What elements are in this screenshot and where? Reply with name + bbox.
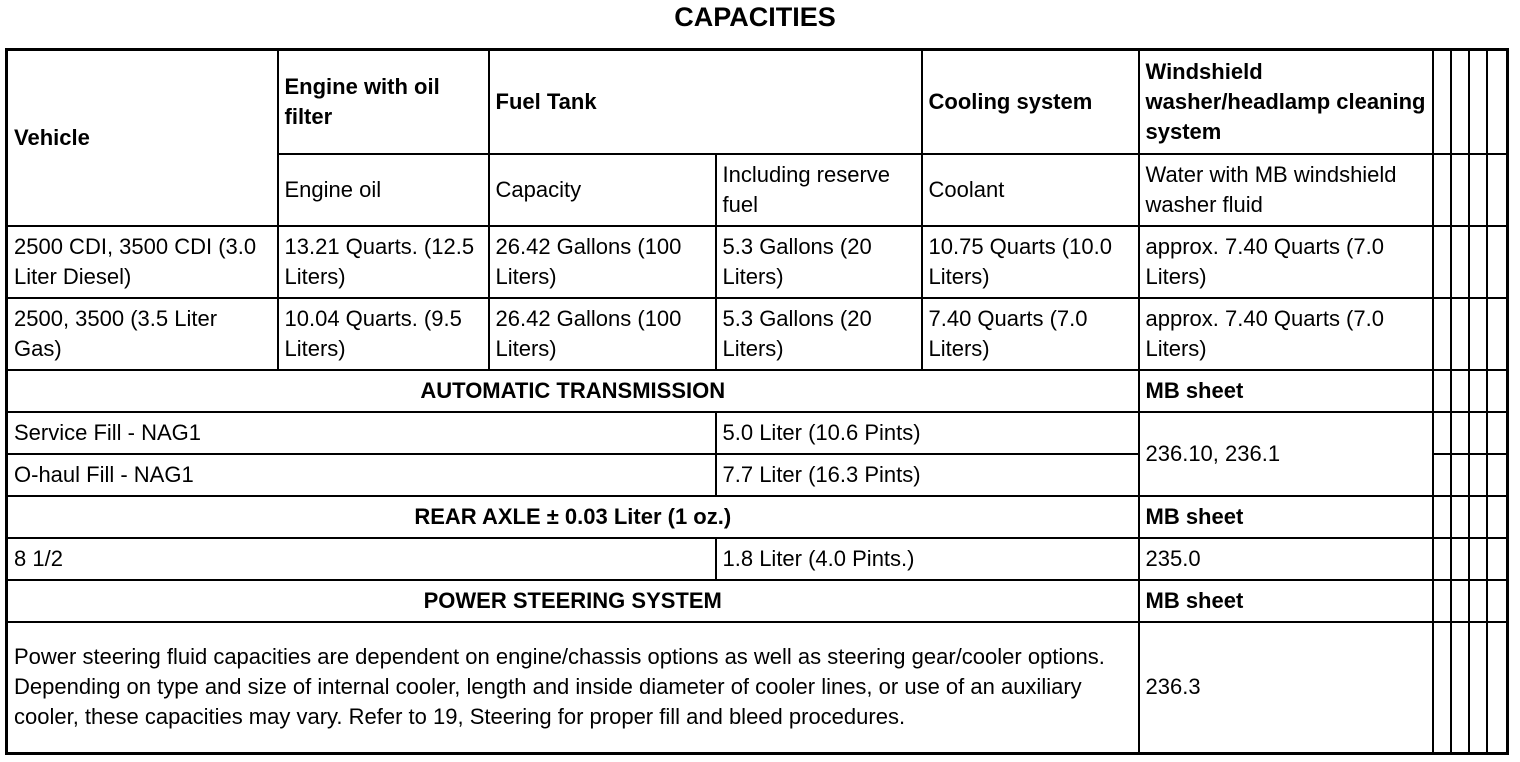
table-row bbox=[7, 538, 1508, 580]
margin-cell bbox=[1487, 622, 1508, 754]
margin-cell bbox=[1451, 298, 1469, 370]
margin-cell bbox=[1433, 622, 1451, 754]
cell-reserve: 5.3 Gallons (20 Liters) bbox=[716, 226, 922, 298]
margin-cell bbox=[1469, 412, 1487, 454]
margin-cell bbox=[1487, 538, 1508, 580]
capacities-table bbox=[5, 48, 1509, 755]
margin-cell bbox=[1433, 226, 1451, 298]
margin-cell bbox=[1433, 154, 1451, 226]
margin-cell bbox=[1487, 298, 1508, 370]
cell-reserve: 5.3 Gallons (20 Liters) bbox=[716, 298, 922, 370]
ohaul-fill-value: 7.7 Liter (16.3 Pints) bbox=[716, 454, 1139, 496]
header-reserve: Including reserve fuel bbox=[716, 154, 922, 226]
margin-cell bbox=[1469, 454, 1487, 496]
margin-cell bbox=[1469, 496, 1487, 538]
page-title: CAPACITIES bbox=[674, 2, 836, 32]
cell-vehicle: 2500 CDI, 3500 CDI (3.0 Liter Diesel) bbox=[7, 226, 278, 298]
rear-axle-mb-sheet: MB sheet bbox=[1139, 496, 1433, 538]
margin-cell bbox=[1469, 226, 1487, 298]
cell-coolant: 7.40 Quarts (7.0 Liters) bbox=[922, 298, 1139, 370]
table-row bbox=[7, 226, 1508, 298]
header-row-1 bbox=[7, 50, 1508, 154]
cell-coolant: 10.75 Quarts (10.0 Liters) bbox=[922, 226, 1139, 298]
margin-cell bbox=[1433, 538, 1451, 580]
cell-vehicle: 2500, 3500 (3.5 Liter Gas) bbox=[7, 298, 278, 370]
margin-cell bbox=[1451, 538, 1469, 580]
margin-cell bbox=[1469, 538, 1487, 580]
header-washer: Windshield washer/headlamp cleaning system bbox=[1139, 50, 1433, 154]
margin-cell bbox=[1433, 370, 1451, 412]
auto-trans-heading: AUTOMATIC TRANSMISSION bbox=[7, 370, 1139, 412]
margin-cell bbox=[1433, 580, 1451, 622]
service-fill-value: 5.0 Liter (10.6 Pints) bbox=[716, 412, 1139, 454]
table-row bbox=[7, 622, 1508, 754]
rear-axle-heading-row bbox=[7, 496, 1508, 538]
power-steering-note: Power steering fluid capacities are dependent on engine/chassis options as well as steering gear/cooler options. Depending on type and size of internal cooler, length and inside diameter of cooler lines, or use of an auxiliary cooler, these capacities may vary. Refer to 19, Steering for proper fill and bleed procedures. bbox=[7, 622, 1139, 754]
margin-cell bbox=[1469, 50, 1487, 154]
header-water: Water with MB windshield washer fluid bbox=[1139, 154, 1433, 226]
margin-cell bbox=[1487, 412, 1508, 454]
margin-cell bbox=[1433, 412, 1451, 454]
margin-cell bbox=[1451, 226, 1469, 298]
power-steering-heading-row bbox=[7, 580, 1508, 622]
power-steering-heading: POWER STEERING SYSTEM bbox=[7, 580, 1139, 622]
margin-cell bbox=[1487, 370, 1508, 412]
margin-cell bbox=[1487, 50, 1508, 154]
margin-cell bbox=[1469, 298, 1487, 370]
cell-washer: approx. 7.40 Quarts (7.0 Liters) bbox=[1139, 298, 1433, 370]
cell-engine-oil: 10.04 Quarts. (9.5 Liters) bbox=[278, 298, 489, 370]
margin-cell bbox=[1469, 580, 1487, 622]
rear-axle-heading: REAR AXLE ± 0.03 Liter (1 oz.) bbox=[7, 496, 1139, 538]
cell-washer: approx. 7.40 Quarts (7.0 Liters) bbox=[1139, 226, 1433, 298]
header-coolant: Coolant bbox=[922, 154, 1139, 226]
margin-cell bbox=[1451, 412, 1469, 454]
margin-cell bbox=[1469, 622, 1487, 754]
margin-cell bbox=[1451, 496, 1469, 538]
margin-cell bbox=[1451, 50, 1469, 154]
margin-cell bbox=[1451, 622, 1469, 754]
cell-capacity: 26.42 Gallons (100 Liters) bbox=[489, 298, 716, 370]
table-row bbox=[7, 412, 1508, 454]
header-vehicle: Vehicle bbox=[7, 50, 278, 226]
rear-axle-value: 1.8 Liter (4.0 Pints.) bbox=[716, 538, 1139, 580]
rear-axle-label: 8 1/2 bbox=[7, 538, 716, 580]
margin-cell bbox=[1487, 454, 1508, 496]
auto-trans-mb-sheet: MB sheet bbox=[1139, 370, 1433, 412]
auto-trans-heading-row bbox=[7, 370, 1508, 412]
header-cooling: Cooling system bbox=[922, 50, 1139, 154]
header-engine: Engine with oil filter bbox=[278, 50, 489, 154]
cell-capacity: 26.42 Gallons (100 Liters) bbox=[489, 226, 716, 298]
service-fill-label: Service Fill - NAG1 bbox=[7, 412, 716, 454]
margin-cell bbox=[1487, 226, 1508, 298]
margin-cell bbox=[1433, 496, 1451, 538]
margin-cell bbox=[1433, 454, 1451, 496]
power-steering-mb-sheet: MB sheet bbox=[1139, 580, 1433, 622]
auto-trans-sheet-value: 236.10, 236.1 bbox=[1139, 412, 1433, 496]
margin-cell bbox=[1487, 580, 1508, 622]
margin-cell bbox=[1487, 154, 1508, 226]
margin-cell bbox=[1469, 154, 1487, 226]
margin-cell bbox=[1433, 50, 1451, 154]
rear-axle-sheet-value: 235.0 bbox=[1139, 538, 1433, 580]
power-steering-sheet-value: 236.3 bbox=[1139, 622, 1433, 754]
margin-cell bbox=[1451, 454, 1469, 496]
margin-cell bbox=[1433, 298, 1451, 370]
cell-engine-oil: 13.21 Quarts. (12.5 Liters) bbox=[278, 226, 489, 298]
table-row bbox=[7, 298, 1508, 370]
header-fuel-tank: Fuel Tank bbox=[489, 50, 922, 154]
margin-cell bbox=[1451, 580, 1469, 622]
margin-cell bbox=[1487, 496, 1508, 538]
header-capacity: Capacity bbox=[489, 154, 716, 226]
ohaul-fill-label: O-haul Fill - NAG1 bbox=[7, 454, 716, 496]
margin-cell bbox=[1451, 154, 1469, 226]
header-engine-oil: Engine oil bbox=[278, 154, 489, 226]
margin-cell bbox=[1451, 370, 1469, 412]
margin-cell bbox=[1469, 370, 1487, 412]
